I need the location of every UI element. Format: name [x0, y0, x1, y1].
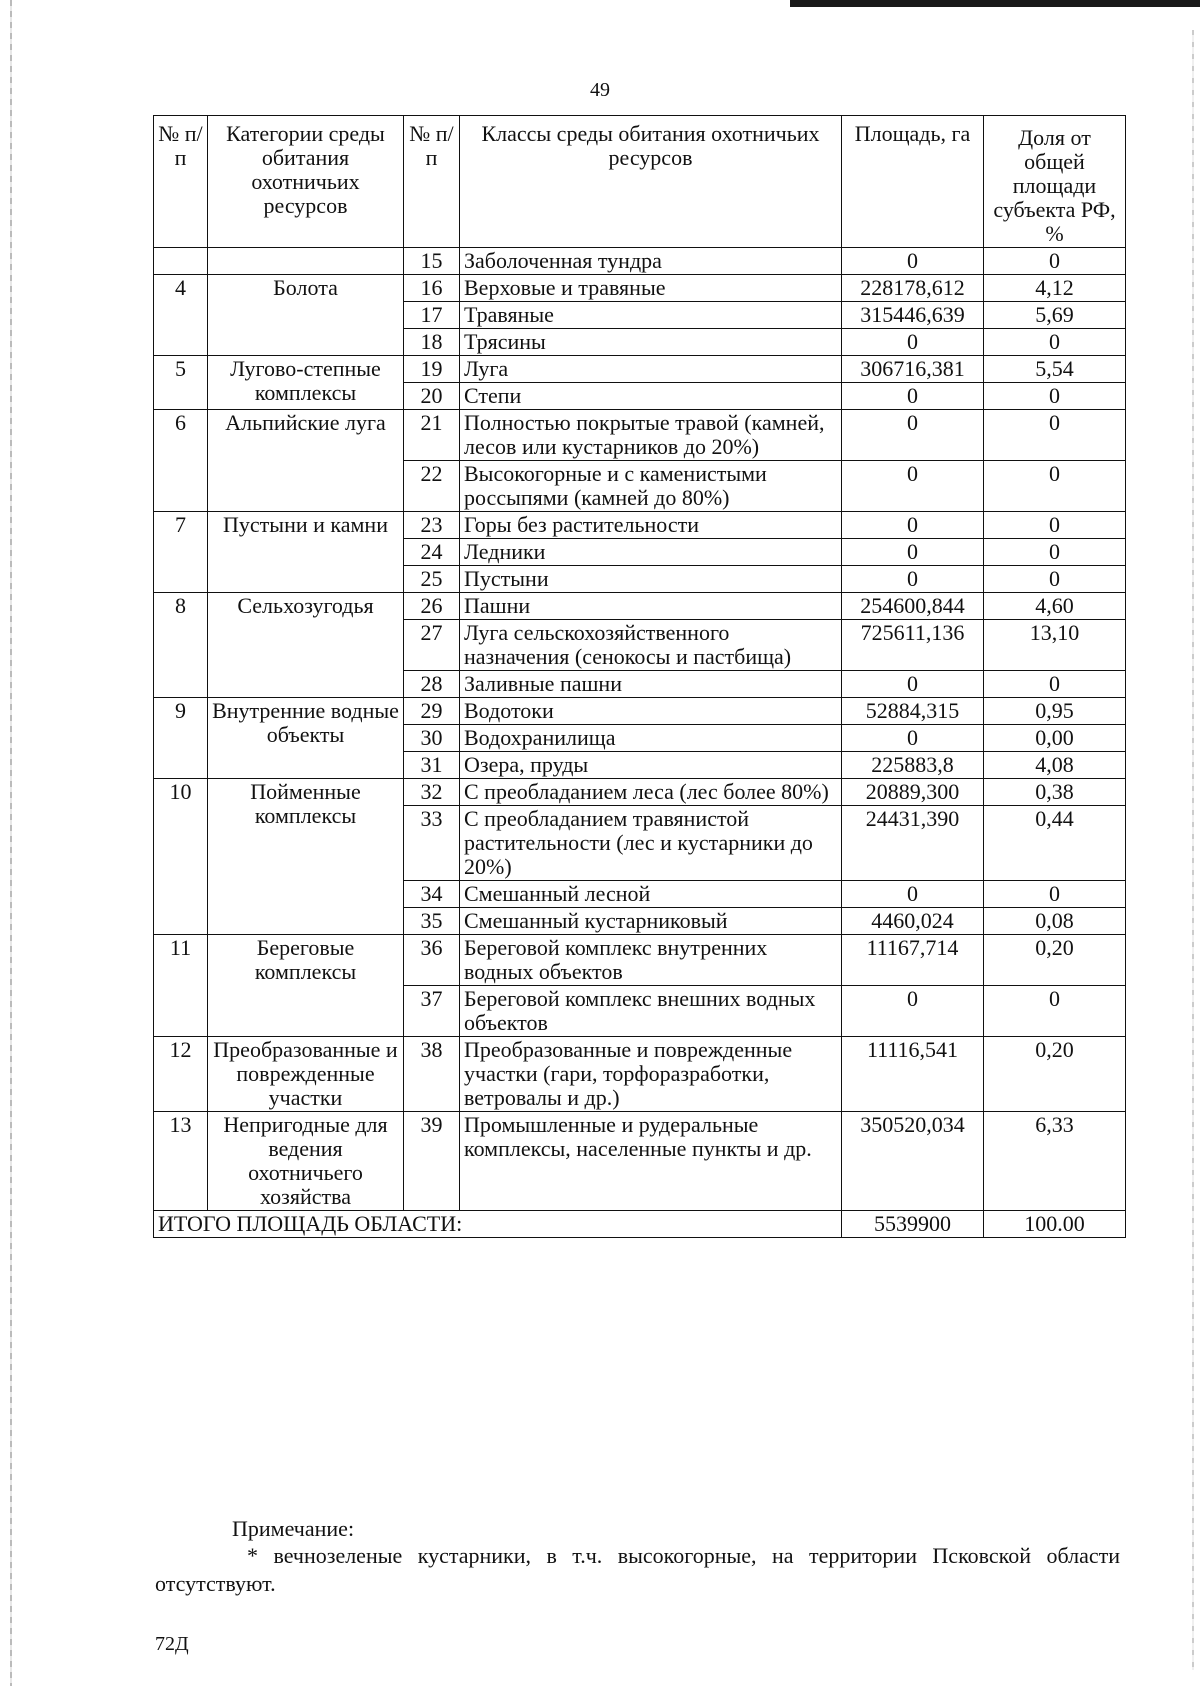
class-name: Заболоченная тундра	[460, 248, 842, 275]
scan-edge-right	[1192, 30, 1194, 1670]
class-number: 22	[404, 461, 460, 512]
class-number: 27	[404, 620, 460, 671]
scan-edge-left	[10, 0, 12, 1686]
share-value: 4,08	[984, 752, 1126, 779]
class-name: Преобразованные и поврежденные участки (гари, торфоразработки, ветровалы и др.)	[460, 1037, 842, 1112]
table-body	[154, 248, 1126, 1211]
share-value: 0,08	[984, 908, 1126, 935]
class-name: Горы без растительности	[460, 512, 842, 539]
group-number: 8	[154, 593, 208, 698]
area-value: 52884,315	[842, 698, 984, 725]
area-value: 0	[842, 461, 984, 512]
share-value: 0	[984, 881, 1126, 908]
table-row	[154, 356, 1126, 383]
area-value: 315446,639	[842, 302, 984, 329]
area-value: 0	[842, 881, 984, 908]
share-value: 0	[984, 383, 1126, 410]
class-name: Полностью покрытые травой (камней, лесов или кустарников до 20%)	[460, 410, 842, 461]
class-number: 34	[404, 881, 460, 908]
header-num2: № п/п	[404, 116, 460, 248]
group-number: 11	[154, 935, 208, 1037]
group-category: Береговые комплексы	[208, 935, 404, 1037]
table-row	[154, 698, 1126, 725]
class-number: 37	[404, 986, 460, 1037]
area-value: 350520,034	[842, 1112, 984, 1211]
class-number: 19	[404, 356, 460, 383]
group-number: 12	[154, 1037, 208, 1112]
class-name: Степи	[460, 383, 842, 410]
share-value: 0	[984, 986, 1126, 1037]
share-value: 0	[984, 512, 1126, 539]
group-number: 7	[154, 512, 208, 593]
class-number: 18	[404, 329, 460, 356]
header-category: Категории среды обитания охотничьих ресурсов	[208, 116, 404, 248]
total-area: 5539900	[842, 1211, 984, 1238]
header-class: Классы среды обитания охотничьих ресурсов	[460, 116, 842, 248]
share-value: 0	[984, 329, 1126, 356]
total-label: ИТОГО ПЛОЩАДЬ ОБЛАСТИ:	[154, 1211, 842, 1238]
class-name: Трясины	[460, 329, 842, 356]
class-name: Заливные пашни	[460, 671, 842, 698]
class-number: 17	[404, 302, 460, 329]
header-share: Доля от общей площади субъекта РФ, %	[984, 116, 1126, 248]
header-num1: № п/п	[154, 116, 208, 248]
area-value: 0	[842, 671, 984, 698]
group-category: Преобразованные и поврежденные участки	[208, 1037, 404, 1112]
area-value: 20889,300	[842, 779, 984, 806]
group-number: 6	[154, 410, 208, 512]
share-value: 6,33	[984, 1112, 1126, 1211]
group-number: 4	[154, 275, 208, 356]
page-number: 49	[590, 79, 610, 101]
group-category: Альпийские луга	[208, 410, 404, 512]
class-name: Озера, пруды	[460, 752, 842, 779]
area-value: 11167,714	[842, 935, 984, 986]
share-value: 0,95	[984, 698, 1126, 725]
class-number: 31	[404, 752, 460, 779]
area-value: 4460,024	[842, 908, 984, 935]
class-name: С преобладанием леса (лес более 80%)	[460, 779, 842, 806]
share-value: 13,10	[984, 620, 1126, 671]
share-value: 0,20	[984, 935, 1126, 986]
class-number: 29	[404, 698, 460, 725]
area-value: 725611,136	[842, 620, 984, 671]
group-category: Лугово-степные комплексы	[208, 356, 404, 410]
table-row	[154, 275, 1126, 302]
group-category: Пойменные комплексы	[208, 779, 404, 935]
class-name: Береговой комплекс внешних водных объектов	[460, 986, 842, 1037]
class-number: 25	[404, 566, 460, 593]
share-value: 5,69	[984, 302, 1126, 329]
class-name: Водохранилища	[460, 725, 842, 752]
class-number: 16	[404, 275, 460, 302]
table-row	[154, 779, 1126, 806]
class-number: 15	[404, 248, 460, 275]
group-number: 5	[154, 356, 208, 410]
table-row	[154, 1037, 1126, 1112]
area-value: 225883,8	[842, 752, 984, 779]
class-name: Верховые и травяные	[460, 275, 842, 302]
share-value: 0	[984, 671, 1126, 698]
group-category: Болота	[208, 275, 404, 356]
area-value: 0	[842, 383, 984, 410]
group-category: Пустыни и камни	[208, 512, 404, 593]
header-area: Площадь, га	[842, 116, 984, 248]
class-number: 39	[404, 1112, 460, 1211]
table-row	[154, 248, 1126, 275]
class-number: 30	[404, 725, 460, 752]
class-name: Травяные	[460, 302, 842, 329]
area-value: 0	[842, 539, 984, 566]
area-value: 306716,381	[842, 356, 984, 383]
class-number: 33	[404, 806, 460, 881]
area-value: 0	[842, 725, 984, 752]
table-header-row	[154, 116, 1126, 248]
class-number: 36	[404, 935, 460, 986]
class-name: Пашни	[460, 593, 842, 620]
group-number: 13	[154, 1112, 208, 1211]
area-value: 0	[842, 986, 984, 1037]
area-value: 228178,612	[842, 275, 984, 302]
class-name: Промышленные и рудеральные комплексы, населенные пункты и др.	[460, 1112, 842, 1211]
total-share: 100.00	[984, 1211, 1126, 1238]
share-value: 0,44	[984, 806, 1126, 881]
area-value: 0	[842, 566, 984, 593]
share-value: 0,00	[984, 725, 1126, 752]
class-name: Луга сельскохозяйственного назначения (сенокосы и пастбища)	[460, 620, 842, 671]
group-number: 10	[154, 779, 208, 935]
share-value: 5,54	[984, 356, 1126, 383]
share-value: 0	[984, 410, 1126, 461]
table-row	[154, 935, 1126, 986]
habitat-table	[153, 115, 1126, 1238]
class-number: 20	[404, 383, 460, 410]
share-value: 4,12	[984, 275, 1126, 302]
share-value: 0	[984, 539, 1126, 566]
class-number: 35	[404, 908, 460, 935]
class-number: 26	[404, 593, 460, 620]
table-row	[154, 512, 1126, 539]
class-name: Луга	[460, 356, 842, 383]
total-row	[154, 1211, 1126, 1238]
table-row	[154, 593, 1126, 620]
class-name: Пустыни	[460, 566, 842, 593]
class-name: Водотоки	[460, 698, 842, 725]
group-category: Непригодные для ведения охотничьего хозяйства	[208, 1112, 404, 1211]
group-number	[154, 248, 208, 275]
note-text: * вечнозеленые кустарники, в т.ч. высокогорные, на территории Псковской области отсутствуют.	[155, 1543, 1120, 1596]
area-value: 0	[842, 512, 984, 539]
class-number: 23	[404, 512, 460, 539]
class-name: Смешанный кустарниковый	[460, 908, 842, 935]
share-value: 0	[984, 566, 1126, 593]
share-value: 0,20	[984, 1037, 1126, 1112]
footer-code: 72Д	[155, 1633, 189, 1655]
note-label: Примечание:	[232, 1516, 355, 1541]
share-value: 0	[984, 461, 1126, 512]
group-category: Внутренние водные объекты	[208, 698, 404, 779]
class-name: Смешанный лесной	[460, 881, 842, 908]
table-row	[154, 1112, 1126, 1211]
scan-edge-top	[790, 0, 1200, 7]
class-name: Высокогорные и с каменистыми россыпями (камней до 80%)	[460, 461, 842, 512]
area-value: 11116,541	[842, 1037, 984, 1112]
area-value: 0	[842, 410, 984, 461]
share-value: 0,38	[984, 779, 1126, 806]
area-value: 254600,844	[842, 593, 984, 620]
group-category	[208, 248, 404, 275]
class-number: 21	[404, 410, 460, 461]
class-name: С преобладанием травянистой растительности (лес и кустарники до 20%)	[460, 806, 842, 881]
table-row	[154, 410, 1126, 461]
class-number: 24	[404, 539, 460, 566]
class-number: 32	[404, 779, 460, 806]
group-number: 9	[154, 698, 208, 779]
share-value: 0	[984, 248, 1126, 275]
class-number: 28	[404, 671, 460, 698]
class-number: 38	[404, 1037, 460, 1112]
class-name: Береговой комплекс внутренних водных объектов	[460, 935, 842, 986]
class-name: Ледники	[460, 539, 842, 566]
share-value: 4,60	[984, 593, 1126, 620]
group-category: Сельхозугодья	[208, 593, 404, 698]
area-value: 0	[842, 248, 984, 275]
area-value: 0	[842, 329, 984, 356]
area-value: 24431,390	[842, 806, 984, 881]
